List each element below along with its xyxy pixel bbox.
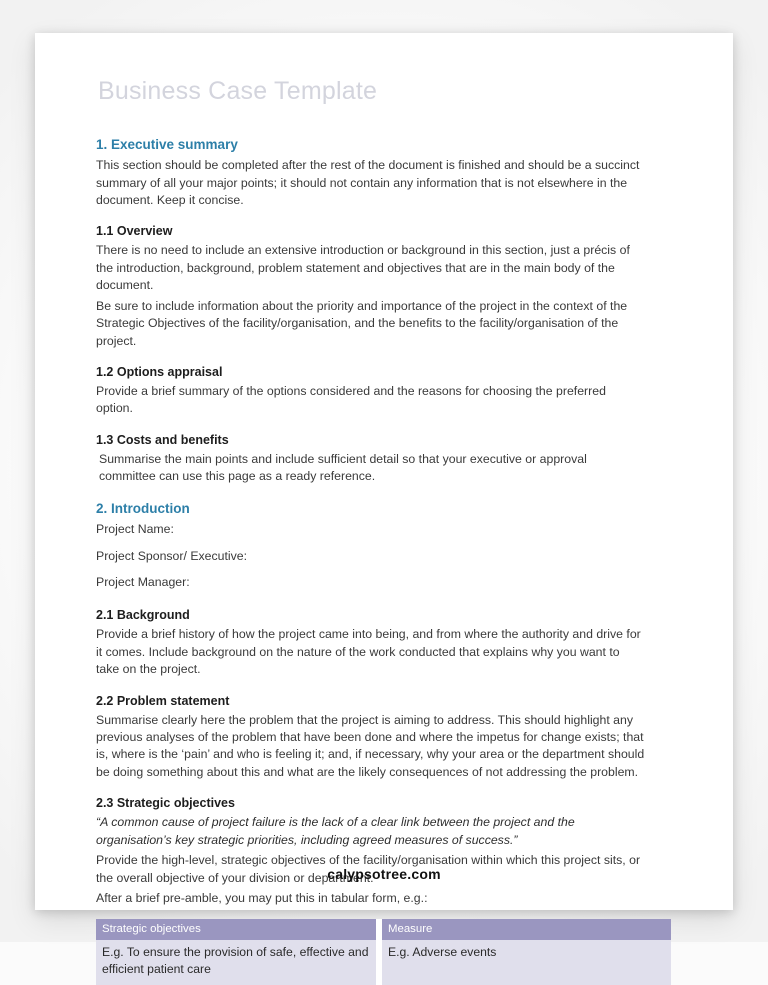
table-column-header-strategic-objectives: Strategic objectives bbox=[96, 919, 382, 941]
overview-paragraph-2: Be sure to include information about the priority and importance of the project in the context of the Strategic Objectives of the facility/organisation, and the benefits to the facility/organisation of the project. bbox=[96, 298, 628, 348]
problem-statement-paragraph-1: Summarise clearly here the problem that the project is aiming to address. This should highlight any previous analyses of the problem that have been done and where the impetus for change exists; that is, where is the ‘pain’ and who is feeling it; and, if necessary, why your area or the department should be doing something about this and what are the likely consequences of not addressing the problem. bbox=[96, 712, 645, 779]
section-heading-introduction: 2. Introduction bbox=[96, 500, 190, 516]
sub-heading-overview: 1.1 Overview bbox=[96, 224, 173, 239]
costs-and-benefits-paragraph-1: Summarise the main points and include sufficient detail so that your executive or approval committee can use this page as a ready reference. bbox=[99, 451, 587, 484]
strategic-objectives-paragraph-1: Provide the high-level, strategic objectives of the facility/organisation within which this project sits, or the overall objective of your division or department. bbox=[96, 853, 641, 885]
field-project-manager: Project Manager: bbox=[96, 575, 190, 590]
field-project-name: Project Name: bbox=[96, 522, 174, 537]
strategic-objectives-quote: “A common cause of project failure is the lack of a clear link between the project and the organisation’s key strategic priorities, including agreed measures of success.” bbox=[96, 815, 575, 847]
field-project-sponsor: Project Sponsor/ Executive: bbox=[96, 548, 248, 563]
executive-summary-intro: This section should be completed after the rest of the document is finished and should be a succinct summary of all your major points; it should not contain any information that is not elsewhere in the document. Keep it concise. bbox=[96, 158, 640, 207]
table-cell-measure: E.g. Adverse events bbox=[382, 940, 671, 985]
table-cell-strategic-objective: E.g. To ensure the provision of safe, effective and efficient patient care bbox=[96, 940, 382, 985]
options-appraisal-paragraph-1: Provide a brief summary of the options considered and the reasons for choosing the preferred option. bbox=[96, 383, 606, 416]
document-page bbox=[35, 33, 733, 977]
sub-heading-strategic-objectives: 2.3 Strategic objectives bbox=[96, 796, 235, 811]
footer-brand: calypsotree.com bbox=[327, 866, 441, 882]
table-column-header-measure: Measure bbox=[382, 919, 671, 941]
strategic-objectives-table bbox=[96, 919, 671, 985]
table-row bbox=[96, 940, 671, 985]
table-header-row bbox=[96, 919, 671, 941]
sub-heading-problem-statement: 2.2 Problem statement bbox=[96, 693, 230, 708]
overview-paragraph-1: There is no need to include an extensive introduction or background in this section, just a précis of the introduction, background, problem statement and objectives that are in the main body of the document. bbox=[96, 243, 630, 293]
page-title: Business Case Template bbox=[98, 77, 378, 105]
document-body bbox=[96, 78, 645, 985]
section-heading-executive-summary: 1. Executive summary bbox=[96, 136, 238, 152]
sub-heading-background: 2.1 Background bbox=[96, 608, 190, 623]
sub-heading-costs-and-benefits: 1.3 Costs and benefits bbox=[96, 432, 229, 447]
strategic-objectives-paragraph-2: After a brief pre-amble, you may put this in tabular form, e.g.: bbox=[96, 891, 428, 906]
sub-heading-options-appraisal: 1.2 Options appraisal bbox=[96, 365, 223, 379]
background-paragraph-1: Provide a brief history of how the project came into being, and from where the authority and drive for it comes. Include background on the nature of the work conducted that explains why you want to take on the project. bbox=[96, 627, 641, 677]
